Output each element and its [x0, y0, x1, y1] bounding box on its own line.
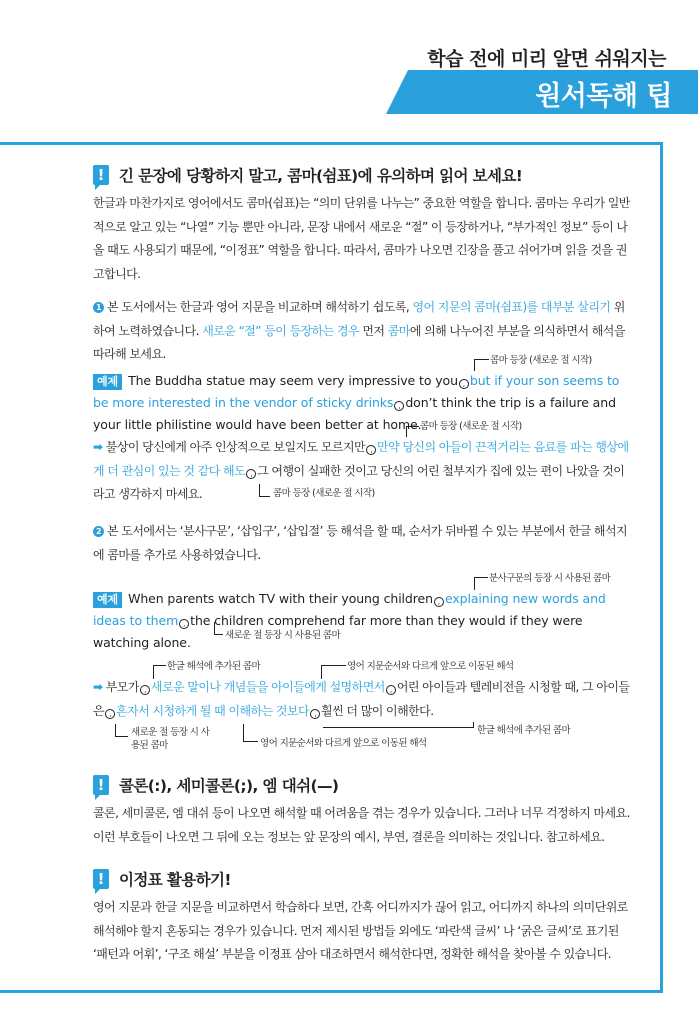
comma-marker: , [179, 619, 189, 629]
exclamation-icon: ! [93, 775, 109, 795]
section-title: 이정표 활용하기! [119, 871, 231, 889]
example-1-english: 예제 The Buddha statue may seem very impressive to you , but if your son seems to be more interested in the vendor of sticky drinks , don’t think the trip is a failure and your little philistine would have been better at home. [93, 373, 620, 432]
annotation-line [214, 622, 223, 635]
example-2-korean: ➡ 부모가 , 새로운 말이나 개념들을 아이들에게 설명하면서 , 어린 아이들과 텔레비전을 시청할 때, 그 아이들은 , 혼자서 시청하게 될 때 이해하는 것보다 , 훨씬 더 많이 이해한다. [93, 680, 630, 718]
comma-marker: , [459, 379, 469, 389]
example-1-korean: ➡ 불상이 당신에게 아주 인상적으로 보일지도 모르지만 , 만약 당신의 아들이 끈적거리는 음료를 파는 행상에게 더 관심이 있는 것 같다 해도 , 그 여행이 실패한 것이고 당신의 어린 철부지가 집에 있는 편이 나았을 것이라고 생각하지 마세요. [93, 440, 629, 501]
annotation-line [259, 484, 270, 497]
comma-marker: , [366, 445, 376, 455]
section-2-paragraph: 콜론, 세미콜론, 엠 대쉬 등이 나오면 해석할 때 어려움을 겪는 경우가 있습니다. 그러나 너무 걱정하지 마세요. 이런 부호들이 나오면 그 뒤에 오는 정보는 앞 문장의 예시, 부연, 결론을 의미하는 것입니다. 참고하세요. [93, 806, 630, 844]
section-title: 긴 문장에 당황하지 말고, 콤마(쉼표)에 유의하며 읽어 보세요! [119, 167, 523, 185]
section-heading [93, 868, 231, 890]
exclamation-icon: ! [93, 869, 109, 889]
annotation-note: 콤마 등장 (새로운 절 시작) [273, 488, 375, 499]
number-badge: 2 [93, 526, 104, 537]
comma-marker: , [140, 685, 150, 695]
annotation-note: 새로운 절 등장 시 사용된 콤마 [225, 630, 341, 641]
comma-marker: , [105, 709, 115, 719]
arrow-icon: ➡ [93, 440, 103, 454]
comma-marker: , [394, 401, 404, 411]
example-tag: 예제 [93, 374, 122, 390]
annotation-note: 한글 해석에 추가된 콤마 [477, 725, 571, 736]
annotation-line [323, 722, 474, 728]
annotation-note: 영어 지문순서와 다르게 앞으로 이동된 해석 [260, 738, 427, 749]
annotation-note: 영어 지문순서와 다르게 앞으로 이동된 해석 [347, 661, 514, 672]
example-2-english: 예제 When parents watch TV with their young children , explaining new words and ideas to them , the children comprehend far more than they would if they were watching alone. [93, 591, 606, 650]
comma-marker: , [386, 685, 396, 695]
annotation-note: 한글 해석에 추가된 콤마 [167, 661, 261, 672]
section-heading [93, 164, 522, 186]
exclamation-icon: ! [93, 165, 109, 185]
comma-marker: , [434, 597, 444, 607]
point-2: 2 본 도서에서는 ‘분사구문’, ‘삽입구’, ‘삽입절’ 등 해석을 할 때, 순서가 뒤바뀔 수 있는 부분에서 한글 해석지에 콤마를 추가로 사용하였습니다. [93, 524, 628, 562]
annotation-note: 분사구문의 등장 시 사용된 콤마 [489, 573, 611, 584]
page-subtitle: 학습 전에 미리 알면 쉬워지는 [427, 48, 666, 70]
annotation-note: 콤마 등장 (새로운 절 시작) [490, 355, 592, 366]
arrow-icon: ➡ [93, 680, 103, 694]
comma-marker: , [310, 709, 320, 719]
annotation-line [115, 724, 128, 737]
annotation-note: 새로운 절 등장 시 사용된 콤마 [131, 727, 210, 751]
comma-marker: , [246, 469, 256, 479]
intro-paragraph: 한글과 마찬가지로 영어에서도 콤마(쉼표)는 “의미 단위를 나누는” 중요한 역할을 합니다. 콤마는 우리가 일반적으로 알고 있는 “나열” 기능 뿐만 아니라, 문장 내에서 새로운 “절” 이 등장하거나, “부가적인 정보” 등이 나올 때도 사용되기 때문에, “이정표” 역할을 합니다. 따라서, 콤마가 나오면 긴장을 풀고 쉬어가며 읽을 것을 권고합니다. [93, 196, 630, 281]
annotation-line [243, 724, 258, 742]
section-3-paragraph: 영어 지문과 한글 지문을 비교하면서 학습하다 보면, 간혹 어디까지가 끊어 읽고, 어디까지 하나의 의미단위로 해석해야 할지 혼동되는 경우가 있습니다. 먼저 제시된 방법들 외에도 ‘파란색 글씨’ 나 ‘굵은 글씨’로 표기된 ‘패턴과 어휘’, ‘구조 해설’ 부분을 이정표 삼아 대조하면서 해석한다면, 정확한 해석을 찾아볼 수 있습니다. [93, 900, 628, 961]
section-heading [93, 774, 338, 796]
example-tag: 예제 [93, 592, 122, 608]
point-1: 1 본 도서에서는 한글과 영어 지문을 비교하며 해석하기 쉽도록, 영어 지문의 콤마(쉼표)를 대부분 살리기 위하여 노력하였습니다. 새로운 “절” 등이 등장하는 경우 먼저 콤마에 의해 나누어진 부분을 의식하면서 해석을 따라해 보세요. [93, 300, 625, 361]
section-title: 콜론(:), 세미콜론(;), 엠 대쉬(—) [119, 777, 339, 795]
banner-title: 원서독해 팁 [535, 81, 672, 112]
title-banner [386, 70, 698, 114]
annotation-note: 콤마 등장 (새로운 절 시작) [420, 421, 522, 432]
number-badge: 1 [93, 302, 104, 313]
